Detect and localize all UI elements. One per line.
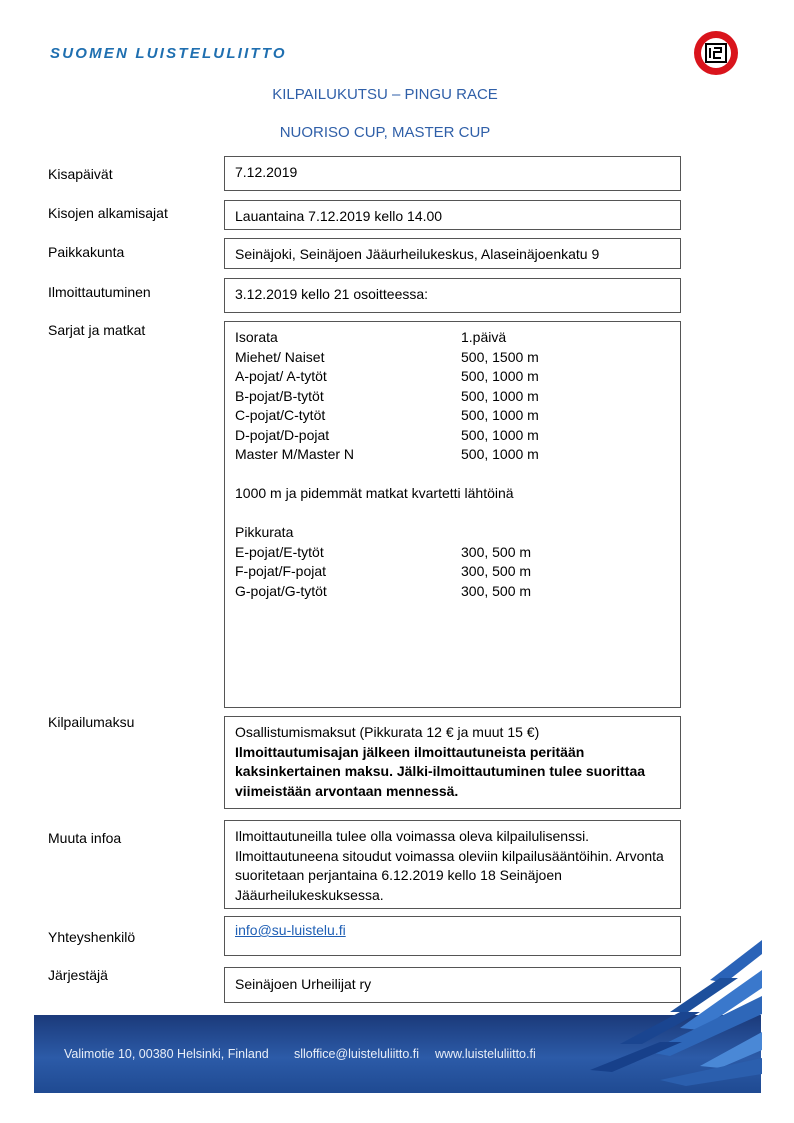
field-ilmoittautuminen <box>224 278 681 313</box>
isorata-day: 1.päivä <box>461 329 507 345</box>
stripes-decoration-icon <box>560 940 762 1093</box>
class-distance: 500, 1000 m <box>461 446 539 462</box>
class-name: A-pojat/ A-tytöt <box>235 368 327 384</box>
list-item <box>235 582 670 602</box>
list-item <box>235 445 670 465</box>
value-kisapaivat: 7.12.2019 <box>235 164 298 180</box>
class-name: C-pojat/C-tytöt <box>235 407 326 423</box>
label-kilpailumaksu: Kilpailumaksu <box>48 714 135 730</box>
pikkurata-title: Pikkurata <box>235 524 294 540</box>
quartet-note: 1000 m ja pidemmät matkat kvartetti lähtöinä <box>235 485 514 501</box>
list-item <box>235 543 670 563</box>
footer-address: Valimotie 10, 00380 Helsinki, Finland <box>64 1047 269 1061</box>
class-name: Master M/Master N <box>235 446 355 462</box>
value-alkamisajat: Lauantaina 7.12.2019 kello 14.00 <box>235 208 443 224</box>
value-ilmoittautuminen: 3.12.2019 kello 21 osoitteessa: <box>235 286 429 302</box>
field-kisapaivat <box>224 156 681 191</box>
label-kisapaivat: Kisapäivät <box>48 166 113 182</box>
field-paikkakunta <box>224 238 681 269</box>
class-distance: 500, 1000 m <box>461 426 539 443</box>
isorata-header <box>235 328 670 348</box>
class-distance: 300, 500 m <box>461 543 532 560</box>
class-distance: 500, 1000 m <box>461 368 539 384</box>
label-jarjestaja: Järjestäjä <box>48 967 108 983</box>
class-name: G-pojat/G-tytöt <box>235 582 327 599</box>
footer-email[interactable]: slloffice@luisteluliitto.fi <box>294 1047 420 1061</box>
class-name: E-pojat/E-tytöt <box>235 543 324 560</box>
class-name: F-pojat/F-pojat <box>235 563 327 579</box>
value-jarjestaja: Seinäjoen Urheilijat ry <box>235 976 372 992</box>
class-name: D-pojat/D-pojat <box>235 426 330 443</box>
list-item <box>235 426 670 446</box>
info-text: Ilmoittautuneilla tulee olla voimassa oleva kilpailulisenssi. Ilmoittautuneena sitoudut voimassa oleviin kilpailusääntöihin. Arvonta suoritetaan perjantaina 6.12.2019 kello 18 Seinäjoen Jääurheilukeskuksessa. <box>235 828 664 903</box>
list-item <box>235 387 670 407</box>
late-fee-text: Ilmoittautumisajan jälkeen ilmoittautuneista peritään kaksinkertainen maksu. Jälki-ilmoittautuminen tulee suorittaa viimeistään arvontaan mennessä. <box>235 743 646 799</box>
value-paikkakunta: Seinäjoki, Seinäjoen Jääurheilukeskus, Alaseinäjoenkatu 9 <box>235 246 600 262</box>
field-muuta <box>224 820 681 909</box>
field-sarjat <box>224 321 681 708</box>
class-distance: 300, 500 m <box>461 582 532 599</box>
class-distance: 500, 1500 m <box>461 348 539 365</box>
document-subtitle: NUORISO CUP, MASTER CUP <box>279 124 491 141</box>
list-item <box>235 562 670 582</box>
contact-email-link[interactable]: info@su-luistelu.fi <box>235 922 346 938</box>
document-title: KILPAILUKUTSU – PINGU RACE <box>272 86 498 103</box>
isorata-title: Isorata <box>235 329 278 345</box>
class-name: B-pojat/B-tytöt <box>235 387 324 404</box>
footer-website[interactable]: www.luisteluliitto.fi <box>435 1047 536 1061</box>
fee-text: Osallistumismaksut (Pikkurata 12 € ja muut 15 €) <box>235 724 540 740</box>
field-kilpailumaksu <box>224 716 681 809</box>
field-alkamisajat <box>224 200 681 230</box>
list-item <box>235 348 670 368</box>
class-name: Miehet/ Naiset <box>235 348 325 365</box>
class-distance: 500, 1000 m <box>461 407 539 423</box>
label-muuta: Muuta infoa <box>48 830 122 846</box>
list-item <box>235 406 670 426</box>
label-ilmoittautuminen: Ilmoittautuminen <box>48 284 151 300</box>
federation-logo-icon <box>693 30 739 76</box>
label-alkamisajat: Kisojen alkamisajat <box>48 205 168 221</box>
label-yhteys: Yhteyshenkilö <box>48 929 136 945</box>
label-paikkakunta: Paikkakunta <box>48 244 125 260</box>
class-distance: 300, 500 m <box>461 563 532 579</box>
label-sarjat: Sarjat ja matkat <box>48 322 146 338</box>
brand-name: SUOMEN LUISTELULIITTO <box>50 45 287 62</box>
list-item <box>235 367 670 387</box>
class-distance: 500, 1000 m <box>461 387 539 404</box>
